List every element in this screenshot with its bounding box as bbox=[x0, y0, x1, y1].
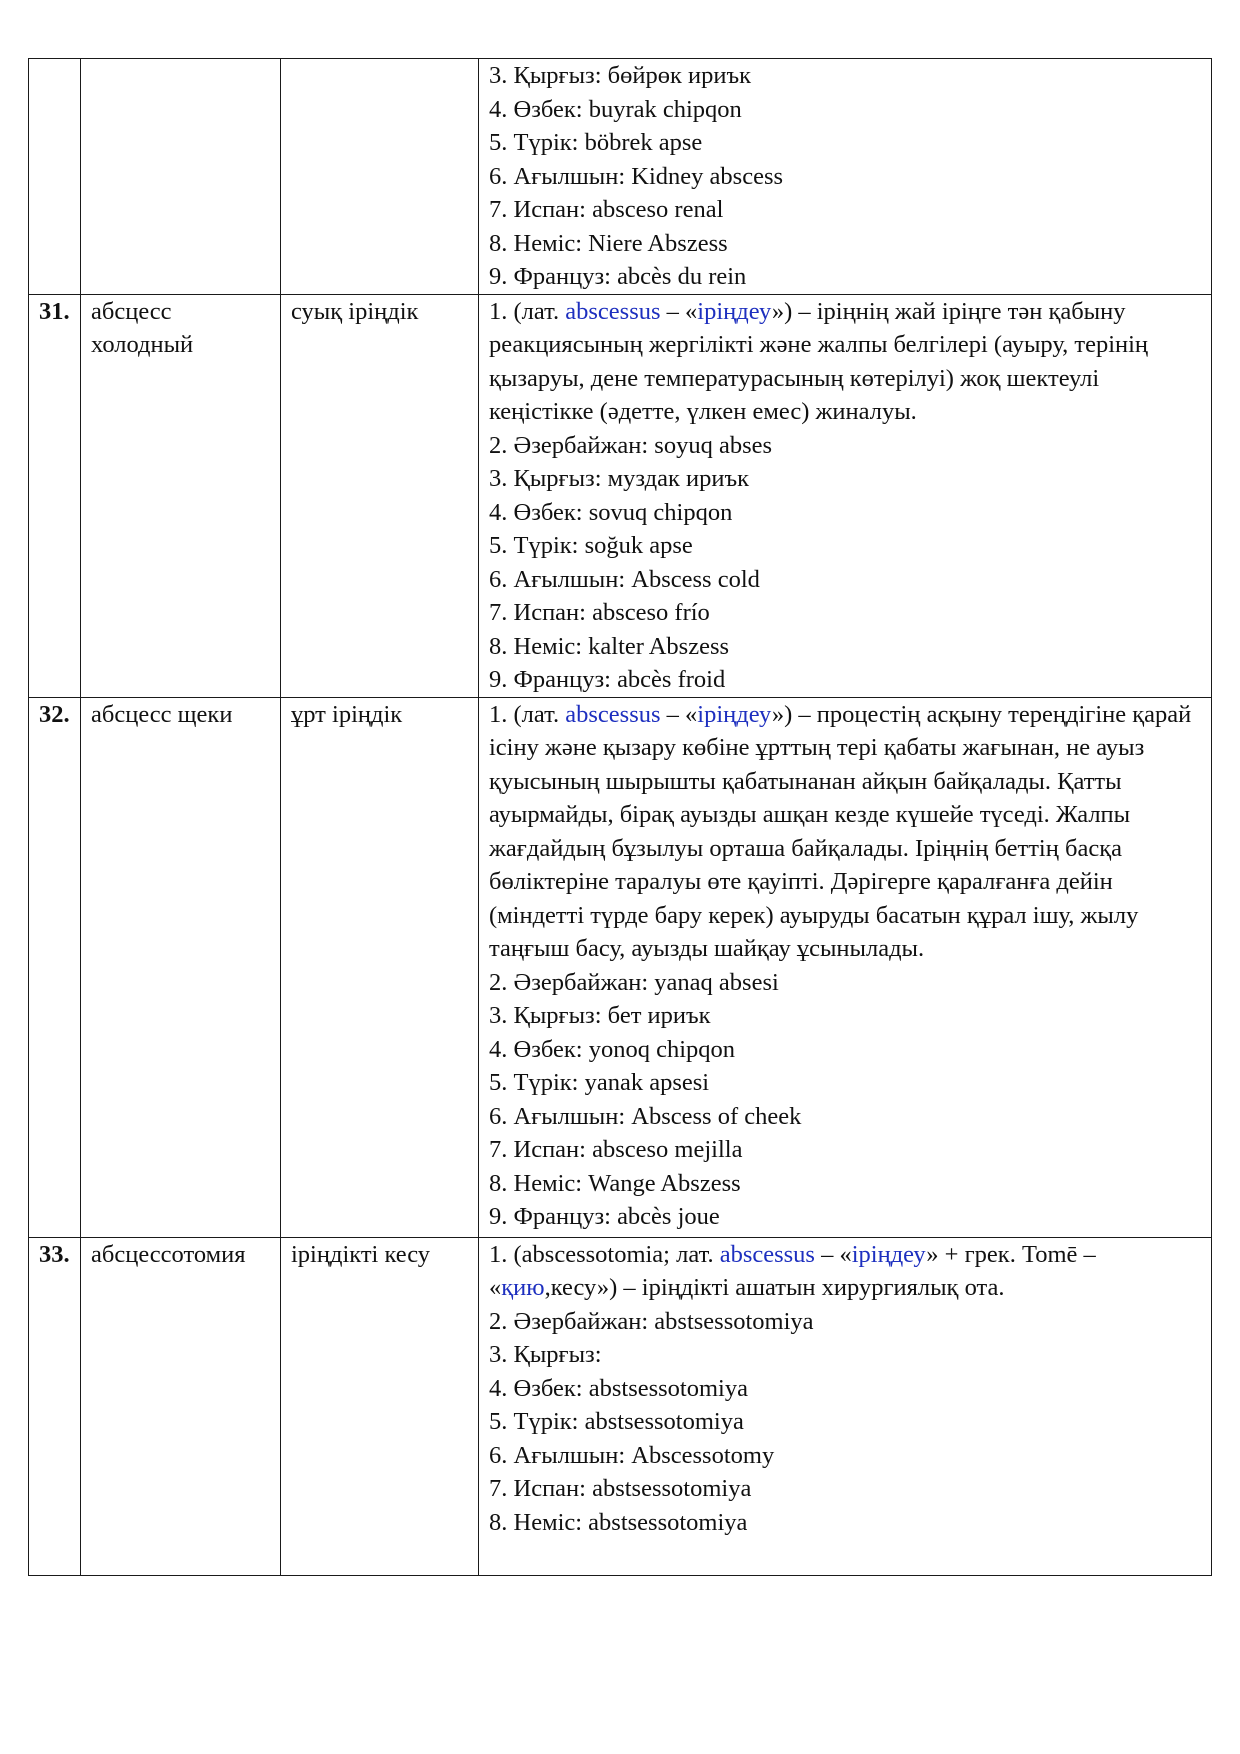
translation-line: 7. Испан: absceso renal bbox=[489, 196, 724, 223]
row-number: 31. bbox=[29, 294, 81, 697]
definition-separator: – « bbox=[660, 700, 698, 728]
definition-cell bbox=[479, 59, 1212, 295]
definition-body: ») – іріңнің жай іріңге тән қабыну реакциясының жергілікті және жалпы белгілері (ауыру, терінің қызаруы, дене температурасының көтерілуі) жоқ шектеулі кеңістікке (әдетте, үлкен емес) жиналуы. bbox=[489, 297, 1149, 425]
table-row bbox=[29, 294, 1212, 697]
row-number: 32. bbox=[29, 697, 81, 1237]
translation-line: 9. Француз: abcès joue bbox=[489, 1203, 720, 1230]
definition-prefix: 1. (abscessotomia; лат. bbox=[489, 1240, 720, 1268]
russian-term: абсцессотомия bbox=[81, 1237, 281, 1575]
translation-line: 5. Түрік: soğuk apse bbox=[489, 532, 693, 559]
kazakh-link[interactable]: іріңдеу bbox=[851, 1240, 927, 1268]
translation-line: 5. Түрік: yanak apsesi bbox=[489, 1069, 710, 1096]
kazakh-term: іріңдікті кесу bbox=[281, 1237, 479, 1575]
kazakh-term bbox=[281, 59, 479, 295]
definition-text bbox=[489, 1238, 1201, 1305]
translation-line: 3. Қырғыз: бөйрөк ириък bbox=[489, 62, 752, 89]
translation-line: 7. Испан: abstsessotomiya bbox=[489, 1475, 752, 1502]
translation-line: 9. Француз: abcès froid bbox=[489, 666, 726, 693]
definition-prefix: 1. (лат. bbox=[489, 297, 566, 325]
translation-line: 4. Өзбек: abstsessotomiya bbox=[489, 1374, 748, 1402]
definition-greek: » + грек. Tomē – « bbox=[489, 1240, 1096, 1301]
table-row bbox=[29, 59, 1212, 295]
translation-line: 6. Ағылшын: Abscessotomy bbox=[489, 1441, 775, 1469]
russian-term: абсцесс холодный bbox=[81, 294, 281, 697]
definition-separator: – « bbox=[660, 297, 698, 325]
definition-text bbox=[489, 295, 1201, 429]
translation-line: 5. Түрік: abstsessotomiya bbox=[489, 1408, 744, 1435]
terms-table bbox=[28, 58, 1212, 1576]
definition-body: ») – процестің асқыну тереңдігіне қарай ісіну және қызару көбіне ұрттың тері қабаты жағынан, не ауыз қуысының шырышты қабатынанан айқын байқалады. Қатты ауырмайды, бірақ ауызды ашқан кезде күшейе түседі. Жалпы жағдайдың бұзылуы орташа байқалады. Іріңнің беттің басқа бөліктеріне таралуы өте қауіпті. Дәрігерге қаралғанға дейін (міндетті түрде бару керек) ауыруды басатын құрал ішу, жылу таңғыш басу, ауызды шайқау ұсынылады. bbox=[489, 700, 1192, 962]
latin-link[interactable]: abscessus bbox=[719, 1240, 815, 1268]
translation-line: 3. Қырғыз: бет ириък bbox=[489, 1002, 711, 1029]
translation-line: 4. Өзбек: yonoq chipqon bbox=[489, 1035, 736, 1063]
definition-cell bbox=[479, 1237, 1212, 1575]
translation-line: 8. Неміс: Niere Abszess bbox=[489, 229, 728, 257]
translation-line: 6. Ағылшын: Abscess of cheek bbox=[489, 1102, 802, 1130]
translation-line: 6. Ағылшын: Kidney abscess bbox=[489, 162, 784, 190]
kazakh-link[interactable]: іріңдеу bbox=[697, 297, 772, 325]
translation-line: 7. Испан: absceso mejilla bbox=[489, 1136, 743, 1163]
definition-separator: – « bbox=[814, 1240, 852, 1268]
row-number: 33. bbox=[29, 1237, 81, 1575]
translation-line: 8. Неміс: abstsessotomiya bbox=[489, 1508, 748, 1536]
russian-term: абсцесс щеки bbox=[81, 697, 281, 1237]
kazakh-term: ұрт іріңдік bbox=[281, 697, 479, 1237]
translation-line: 2. Әзербайжан: abstsessotomiya bbox=[489, 1307, 814, 1335]
definition-cell bbox=[479, 697, 1212, 1237]
russian-term bbox=[81, 59, 281, 295]
translation-line: 4. Өзбек: buyrak chipqon bbox=[489, 95, 742, 123]
translation-line: 6. Ағылшын: Abscess cold bbox=[489, 565, 760, 593]
latin-link[interactable]: abscessus bbox=[565, 700, 661, 728]
definition-text bbox=[489, 698, 1201, 966]
definition-cell bbox=[479, 294, 1212, 697]
table-row bbox=[29, 697, 1212, 1237]
translation-line: 3. Қырғыз: муздак ириък bbox=[489, 465, 750, 492]
translation-line: 4. Өзбек: sovuq chipqon bbox=[489, 498, 733, 526]
definition-body: ,кесу») – іріңдікті ашатын хирургиялық ота. bbox=[544, 1274, 1005, 1301]
table-row bbox=[29, 1237, 1212, 1575]
translation-line: 8. Неміс: Wange Abszess bbox=[489, 1169, 741, 1197]
translation-line: 2. Әзербайжан: yanaq absesi bbox=[489, 968, 779, 996]
latin-link[interactable]: abscessus bbox=[565, 297, 661, 325]
kazakh-term: суық іріңдік bbox=[281, 294, 479, 697]
greek-link[interactable]: қию bbox=[501, 1274, 545, 1301]
translation-line: 5. Түрік: böbrek apse bbox=[489, 129, 703, 156]
definition-prefix: 1. (лат. bbox=[489, 700, 566, 728]
translation-line: 9. Француз: abcès du rein bbox=[489, 263, 747, 290]
translation-line: 7. Испан: absceso frío bbox=[489, 599, 710, 626]
row-number bbox=[29, 59, 81, 295]
translation-line: 8. Неміс: kalter Abszess bbox=[489, 632, 730, 660]
translation-line: 3. Қырғыз: bbox=[489, 1341, 602, 1368]
translation-line: 2. Әзербайжан: soyuq abses bbox=[489, 431, 773, 459]
kazakh-link[interactable]: іріңдеу bbox=[697, 700, 772, 728]
